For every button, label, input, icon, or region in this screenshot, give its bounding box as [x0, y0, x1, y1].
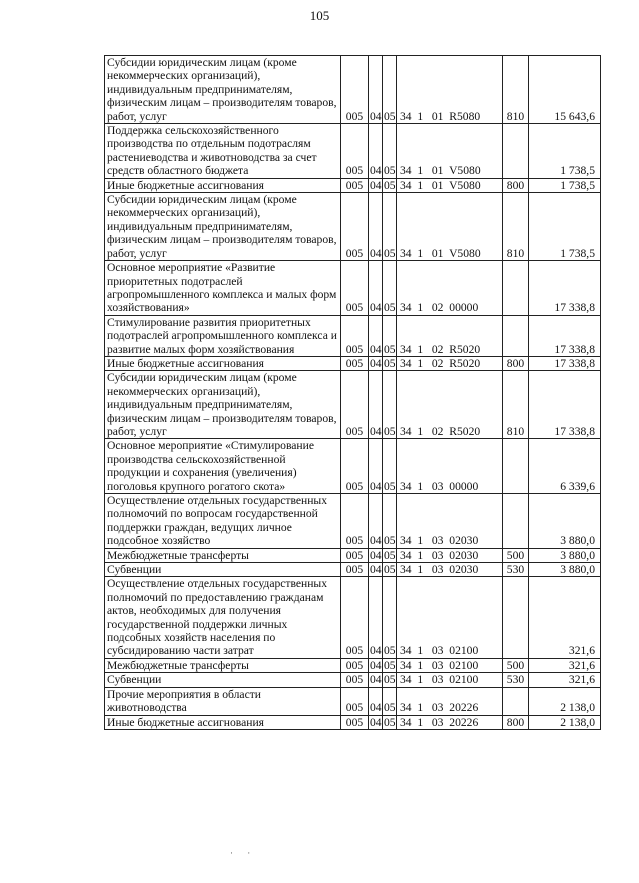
row-sum: 3 880,0	[529, 563, 601, 577]
row-target-code: 34 1 03 02030	[397, 548, 503, 562]
table-row	[105, 548, 601, 562]
row-subsection-code: 05	[383, 193, 397, 261]
row-name: Иные бюджетные ассигнования	[105, 178, 341, 192]
row-subsection-code: 05	[383, 687, 397, 715]
row-expense-type-code: 810	[503, 56, 529, 124]
row-subsection-code: 05	[383, 494, 397, 549]
row-ministry-code: 005	[341, 56, 369, 124]
row-name: Стимулирование развития приоритетных подотраслей агропромышленного комплекса и развитие малых форм хозяйствования	[105, 315, 341, 356]
row-ministry-code: 005	[341, 124, 369, 179]
table-row	[105, 673, 601, 687]
row-section-code: 04	[369, 577, 383, 658]
row-section-code: 04	[370, 715, 382, 729]
row-sum: 6 339,6	[529, 439, 601, 494]
row-subsection-code: 05	[383, 577, 397, 658]
row-ministry-code: 005	[341, 261, 369, 316]
row-target-code: 34 1 02 R5020	[397, 371, 503, 439]
row-section-code: 04	[369, 56, 383, 124]
row-ministry-code: 005	[341, 178, 369, 192]
row-section-code: 04	[369, 439, 383, 494]
row-target-code: 34 1 01 V5080	[397, 193, 503, 261]
row-expense-type-code: 500	[503, 658, 529, 672]
row-subsection-code: 05	[384, 563, 396, 577]
row-sum: 3 880,0	[529, 548, 601, 562]
row-section-code: 04	[369, 315, 383, 356]
table-row	[105, 193, 601, 261]
row-expense-type-code	[503, 687, 529, 715]
row-ministry-code: 005	[341, 439, 369, 494]
row-name: Межбюджетные трансферты	[105, 658, 341, 672]
row-subsection-code: 05	[384, 658, 396, 672]
row-subsection-code: 05	[383, 315, 397, 356]
table-row	[105, 577, 601, 658]
row-name: Основное мероприятие «Стимулирование производства сельскохозяйственной продукции и сохранения (увеличения) поголовья крупного рогатого скота»	[105, 439, 341, 494]
row-section-code: 04	[369, 124, 383, 179]
row-ministry-code: 005	[341, 315, 369, 356]
table-row	[105, 563, 601, 577]
row-subsection-code: 05	[383, 261, 397, 316]
row-sum: 2 138,0	[529, 715, 601, 729]
row-subsection-code: 05	[383, 439, 397, 494]
row-expense-type-code: 800	[503, 356, 529, 370]
table-row	[105, 261, 601, 316]
row-name: Иные бюджетные ассигнования	[105, 356, 341, 370]
row-section-code: 04	[370, 658, 382, 672]
row-target-code: 34 1 01 V5080	[397, 178, 503, 192]
row-sum: 17 338,8	[529, 371, 601, 439]
row-target-code: 34 1 03 20226	[397, 715, 503, 729]
table-row	[105, 715, 601, 729]
row-expense-type-code: 800	[503, 178, 529, 192]
scan-artifact-marks: · ·	[230, 848, 257, 858]
row-target-code: 34 1 02 R5020	[397, 356, 503, 370]
row-expense-type-code	[503, 577, 529, 658]
table-row	[105, 178, 601, 192]
row-section-code: 04	[370, 673, 382, 687]
row-subsection-code: 05	[383, 371, 397, 439]
row-name: Субсидии юридическим лицам (кроме некоммерческих организаций), индивидуальным предпринимателям, физическим лицам – производителям товаров, работ, услуг	[105, 193, 341, 261]
row-section-code: 04	[370, 356, 382, 370]
budget-table	[104, 55, 601, 730]
row-section-code: 04	[369, 687, 383, 715]
row-subsection-code: 05	[384, 715, 396, 729]
row-sum: 1 738,5	[529, 193, 601, 261]
row-section-code: 04	[370, 563, 382, 577]
row-expense-type-code: 530	[503, 563, 529, 577]
row-sum: 2 138,0	[529, 687, 601, 715]
row-name: Иные бюджетные ассигнования	[105, 715, 341, 729]
row-ministry-code: 005	[341, 563, 369, 577]
row-target-code: 34 1 01 V5080	[397, 124, 503, 179]
row-expense-type-code	[503, 315, 529, 356]
row-sum: 17 338,8	[529, 261, 601, 316]
table-row	[105, 356, 601, 370]
row-expense-type-code: 810	[503, 193, 529, 261]
table-row	[105, 56, 601, 124]
row-ministry-code: 005	[341, 356, 369, 370]
row-name: Прочие мероприятия в области животноводства	[105, 687, 341, 715]
row-name: Субсидии юридическим лицам (кроме некоммерческих организаций), индивидуальным предпринимателям, физическим лицам – производителям товаров, работ, услуг	[105, 56, 341, 124]
row-ministry-code: 005	[341, 371, 369, 439]
row-sum: 1 738,5	[529, 124, 601, 179]
table-body	[105, 56, 601, 730]
row-expense-type-code	[503, 261, 529, 316]
row-sum: 321,6	[529, 673, 601, 687]
table-row	[105, 687, 601, 715]
row-section-code: 04	[369, 193, 383, 261]
table-row	[105, 658, 601, 672]
row-ministry-code: 005	[341, 715, 369, 729]
row-target-code: 34 1 03 02100	[397, 577, 503, 658]
row-subsection-code: 05	[383, 56, 397, 124]
row-ministry-code: 005	[341, 658, 369, 672]
table-row	[105, 371, 601, 439]
row-sum: 17 338,8	[529, 315, 601, 356]
row-section-code: 04	[369, 494, 383, 549]
row-ministry-code: 005	[341, 494, 369, 549]
table-row	[105, 494, 601, 549]
row-expense-type-code	[503, 124, 529, 179]
row-ministry-code: 005	[341, 687, 369, 715]
row-section-code: 04	[370, 548, 382, 562]
table-row	[105, 315, 601, 356]
row-ministry-code: 005	[341, 673, 369, 687]
row-subsection-code: 05	[383, 124, 397, 179]
row-expense-type-code	[503, 494, 529, 549]
row-target-code: 34 1 01 R5080	[397, 56, 503, 124]
row-subsection-code: 05	[384, 356, 396, 370]
row-target-code: 34 1 02 00000	[397, 261, 503, 316]
row-sum: 3 880,0	[529, 494, 601, 549]
row-section-code: 04	[369, 371, 383, 439]
row-name: Поддержка сельскохозяйственного производства по отдельным подотраслям растениеводства и животноводства за счет средств областного бюджета	[105, 124, 341, 179]
row-name: Межбюджетные трансферты	[105, 548, 341, 562]
row-expense-type-code	[503, 439, 529, 494]
row-ministry-code: 005	[341, 577, 369, 658]
table-row	[105, 124, 601, 179]
row-name: Субсидии юридическим лицам (кроме некоммерческих организаций), индивидуальным предпринимателям, физическим лицам – производителям товаров, работ, услуг	[105, 371, 341, 439]
row-name: Осуществление отдельных государственных полномочий по вопросам государственной поддержки граждан, ведущих личное подсобное хозяйство	[105, 494, 341, 549]
table-row	[105, 439, 601, 494]
row-subsection-code: 05	[384, 178, 396, 192]
row-name: Основное мероприятие «Развитие приоритетных подотраслей агропромышленного комплекса и малых форм хозяйствования»	[105, 261, 341, 316]
row-sum: 321,6	[529, 658, 601, 672]
row-section-code: 04	[370, 178, 382, 192]
row-section-code: 04	[369, 261, 383, 316]
row-target-code: 34 1 03 02100	[397, 658, 503, 672]
row-name: Субвенции	[105, 563, 341, 577]
row-expense-type-code: 530	[503, 673, 529, 687]
row-subsection-code: 05	[384, 548, 396, 562]
row-target-code: 34 1 03 02030	[397, 563, 503, 577]
page-number: 105	[309, 8, 330, 23]
row-ministry-code: 005	[341, 193, 369, 261]
row-target-code: 34 1 03 20226	[397, 687, 503, 715]
row-target-code: 34 1 03 02030	[397, 494, 503, 549]
row-expense-type-code: 500	[503, 548, 529, 562]
row-sum: 17 338,8	[529, 356, 601, 370]
row-target-code: 34 1 03 00000	[397, 439, 503, 494]
row-ministry-code: 005	[341, 548, 369, 562]
row-sum: 321,6	[529, 577, 601, 658]
row-target-code: 34 1 03 02100	[397, 673, 503, 687]
row-sum: 15 643,6	[529, 56, 601, 124]
row-expense-type-code: 810	[503, 371, 529, 439]
row-name: Субвенции	[105, 673, 341, 687]
row-expense-type-code: 800	[503, 715, 529, 729]
row-name: Осуществление отдельных государственных полномочий по предоставлению гражданам актов, необходимых для получения государственной поддержки личных подсобных хозяйств населения по субсидированию части затрат	[105, 577, 341, 658]
row-subsection-code: 05	[384, 673, 396, 687]
row-target-code: 34 1 02 R5020	[397, 315, 503, 356]
row-sum: 1 738,5	[529, 178, 601, 192]
